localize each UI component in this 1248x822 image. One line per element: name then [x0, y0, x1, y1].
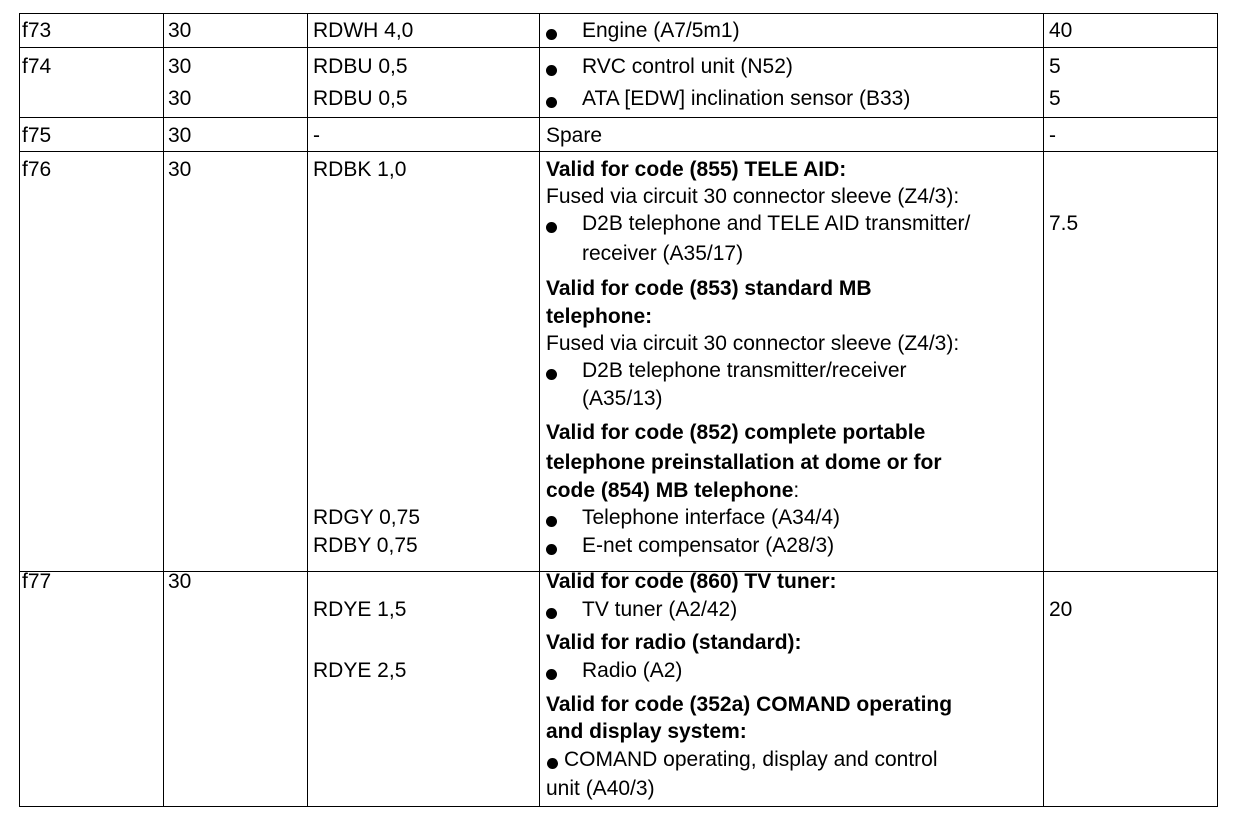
- bullet-icon: [546, 65, 557, 76]
- wire-color: RDWH 4,0: [313, 19, 414, 42]
- fuse-rating: -: [1049, 124, 1056, 147]
- terminal: 30: [168, 124, 192, 147]
- fuse-rating: 20: [1049, 598, 1073, 621]
- terminal: 30: [168, 87, 192, 110]
- bullet-icon: [546, 369, 557, 380]
- condition-heading: Valid for code (352a) COMAND operating: [546, 693, 953, 716]
- fuse-number: f75: [22, 124, 52, 147]
- consumer: ATA [EDW] inclination sensor (B33): [582, 87, 911, 110]
- wire-color: -: [313, 124, 320, 147]
- consumer: Engine (A7/5m1): [582, 19, 740, 42]
- consumer-line: COMAND operating, display and control: [564, 748, 938, 771]
- condition-heading-text: code (854) MB telephone: [546, 479, 794, 502]
- bullet-icon: [546, 544, 557, 555]
- grid-line: [19, 151, 1218, 152]
- bullet-icon: [546, 29, 557, 40]
- condition-heading: telephone preinstallation at dome or for: [546, 451, 942, 474]
- grid-line: [1043, 13, 1044, 807]
- bullet-icon: [546, 608, 557, 619]
- consumer: RVC control unit (N52): [582, 55, 793, 78]
- fuse-number: f76: [22, 158, 52, 181]
- grid-line: [1217, 13, 1218, 807]
- consumer: Telephone interface (A34/4): [582, 506, 840, 529]
- condition-heading: Valid for code (852) complete portable: [546, 421, 926, 444]
- consumer-line: (A35/13): [582, 387, 663, 410]
- grid-line: [539, 13, 540, 807]
- wire-color: RDYE 1,5: [313, 598, 407, 621]
- bullet-icon: [546, 516, 557, 527]
- fuse-rating: 40: [1049, 19, 1073, 42]
- wire-color: RDBY 0,75: [313, 534, 418, 557]
- condition-heading: and display system:: [546, 720, 747, 743]
- terminal: 30: [168, 570, 192, 593]
- condition-heading: Valid for radio (standard):: [546, 631, 802, 654]
- wire-color: RDYE 2,5: [313, 659, 407, 682]
- condition-heading-suffix: :: [793, 479, 800, 502]
- condition-heading: Valid for code (855) TELE AID:: [546, 158, 847, 181]
- condition-heading: Valid for code (853) standard MB: [546, 277, 872, 300]
- terminal: 30: [168, 158, 192, 181]
- terminal: 30: [168, 55, 192, 78]
- fuse-number: f74: [22, 55, 52, 78]
- wire-color: RDBU 0,5: [313, 87, 408, 110]
- condition-heading: [546, 477, 799, 504]
- grid-line: [19, 13, 20, 807]
- grid-line: [19, 13, 1218, 14]
- consumer-line: D2B telephone transmitter/receiver: [582, 359, 907, 382]
- wire-color: RDBU 0,5: [313, 55, 408, 78]
- wire-color: RDBK 1,0: [313, 158, 407, 181]
- consumer-line: receiver (A35/17): [582, 242, 744, 265]
- consumer: TV tuner (A2/42): [582, 598, 738, 621]
- fuse-rating: 5: [1049, 55, 1061, 78]
- bullet-icon: [546, 97, 557, 108]
- fuse-rating: 5: [1049, 87, 1061, 110]
- grid-line: [163, 13, 164, 807]
- condition-heading: telephone:: [546, 305, 653, 328]
- terminal: 30: [168, 19, 192, 42]
- condition-heading: Valid for code (860) TV tuner:: [546, 570, 837, 593]
- fuse-table: [19, 13, 1218, 807]
- bullet-icon: [546, 669, 557, 680]
- grid-line: [19, 47, 1218, 48]
- fuse-rating: 7.5: [1049, 212, 1079, 235]
- fuse-note: Fused via circuit 30 connector sleeve (Z4/3):: [546, 332, 960, 355]
- grid-line: [19, 117, 1218, 118]
- fuse-number: f73: [22, 19, 52, 42]
- fuse-number: f77: [22, 570, 52, 593]
- consumer: Spare: [546, 124, 603, 147]
- grid-line: [19, 806, 1218, 807]
- bullet-icon: [547, 758, 558, 769]
- consumer: Radio (A2): [582, 659, 683, 682]
- wire-color: RDGY 0,75: [313, 506, 420, 529]
- bullet-icon: [546, 222, 557, 233]
- consumer-line: D2B telephone and TELE AID transmitter/: [582, 212, 971, 235]
- consumer: E-net compensator (A28/3): [582, 534, 835, 557]
- grid-line: [307, 13, 308, 807]
- fuse-note: Fused via circuit 30 connector sleeve (Z4/3):: [546, 185, 960, 208]
- consumer-line: unit (A40/3): [546, 777, 655, 800]
